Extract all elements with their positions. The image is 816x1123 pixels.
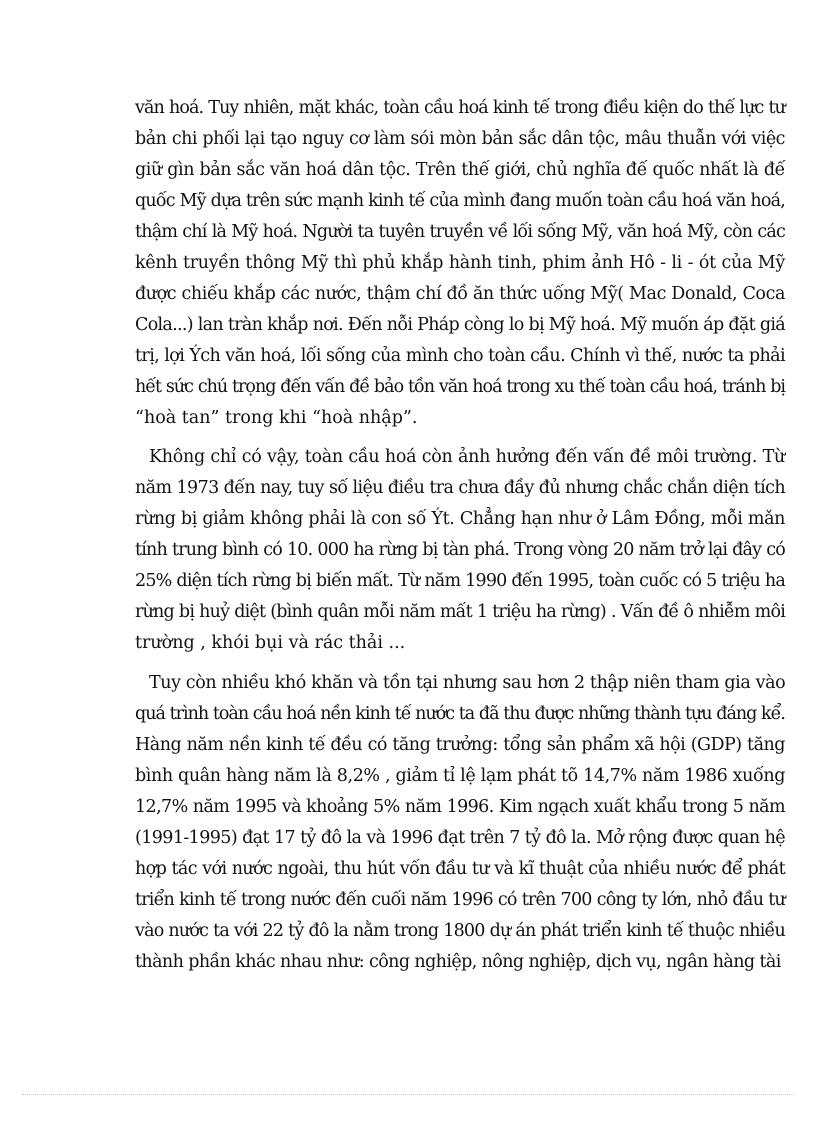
text-line: 12,7% năm 1995 và khoảng 5% năm 1996. Kim ngạch xuất khẩu trong 5 năm — [135, 797, 785, 817]
text-line: văn hoá. Tuy nhiên, mặt khác, toàn cầu hoá kinh tế trong điều kiện do thế lực tư — [135, 98, 785, 118]
text-line: vào nước ta với 22 tỷ đô la nằm trong 1800 dự án phát triển kinh tế thuộc nhiều — [135, 921, 785, 941]
text-line: rừng bị giảm không phải là con số Ýt. Chẳng hạn như ở Lâm Đồng, mỗi mǎn — [135, 509, 785, 529]
text-line: rừng bị huỷ diệt (bình quân mỗi năm mất 1 triệu ha rừng) . Vấn đề ô nhiễm môi — [135, 602, 785, 622]
footer-divider — [22, 1094, 794, 1095]
text-line: Tuy còn nhiều khó khăn và tồn tại nhưng sau hơn 2 thập niên tham gia vào — [149, 673, 786, 693]
text-line: Không chỉ có vậy, toàn cầu hoá còn ảnh hưởng đến vấn đề môi trường. Từ — [149, 447, 785, 467]
text-line: triển kinh tế trong nước đến cuối năm 1996 có trên 700 công ty lớn, nhỏ đầu tư — [135, 890, 785, 910]
text-line: hết sức chú trọng đến vấn đề bảo tồn văn hoá trong xu thế toàn cầu hoá, tránh bị — [135, 377, 785, 397]
text-line: thậm chí là Mỹ hoá. Người ta tuyên truyền về lối sống Mỹ, văn hoá Mỹ, còn các — [135, 222, 785, 242]
text-line: trị, lợi Ých văn hoá, lối sống của mình cho toàn cầu. Chính vì thế, nước ta phải — [135, 346, 785, 366]
text-line: năm 1973 đến nay, tuy số liệu điều tra chưa đầy đủ nhưng chắc chắn diện tích — [135, 478, 785, 498]
text-line: thành phần khác nhau như: công nghiệp, nông nghiệp, dịch vụ, ngân hàng tài — [135, 952, 781, 972]
text-line: trường , khói bụi và rác thải ... — [135, 633, 406, 653]
text-line: được chiếu khắp các nước, thậm chí đồ ăn thức uống Mỹ( Mac Donald, Coca — [135, 284, 785, 304]
text-line: “hoà tan” trong khi “hoà nhập”. — [135, 408, 418, 428]
text-line: 25% diện tích rừng bị biến mất. Từ năm 1990 đến 1995, toàn cuốc có 5 triệu ha — [135, 571, 785, 591]
text-line: quốc Mỹ dựa trên sức mạnh kinh tế của mình đang muốn toàn cầu hoá văn hoá, — [135, 191, 785, 211]
text-line: (1991-1995) đạt 17 tỷ đô la và 1996 đạt trên 7 tỷ đô la. Mở rộng được quan hệ — [135, 828, 785, 848]
text-line: tính trung bình có 10. 000 ha rừng bị tàn phá. Trong vòng 20 năm trở lại đây có — [135, 540, 785, 560]
text-line: quá trình toàn cầu hoá nền kinh tế nước ta đã thu được những thành tựu đáng kể. — [135, 704, 785, 724]
text-line: giữ gìn bản sắc văn hoá dân tộc. Trên thế giới, chủ nghĩa đế quốc nhất là đế — [135, 160, 785, 180]
text-line: Hàng năm nền kinh tế đều có tăng trưởng: tổng sản phẩm xã hội (GDP) tăng — [135, 735, 785, 755]
text-line: hợp tác với nước ngoài, thu hút vốn đầu tư và kĩ thuật của nhiều nước để phát — [135, 859, 785, 879]
text-line: bản chi phối lại tạo nguy cơ làm sói mòn bản sắc dân tộc, mâu thuẫn với việc — [135, 129, 785, 149]
text-line: bình quân hàng năm là 8,2% , giảm tỉ lệ lạm phát tõ 14,7% năm 1986 xuống — [135, 766, 785, 786]
text-line: Cola...) lan tràn khắp nơi. Đến nỗi Pháp còng lo bị Mỹ hoá. Mỹ muốn áp đặt giá — [135, 315, 785, 335]
text-line: kênh truyền thông Mỹ thì phủ khắp hành tinh, phim ảnh Hô - li - ót của Mỹ — [135, 253, 785, 273]
